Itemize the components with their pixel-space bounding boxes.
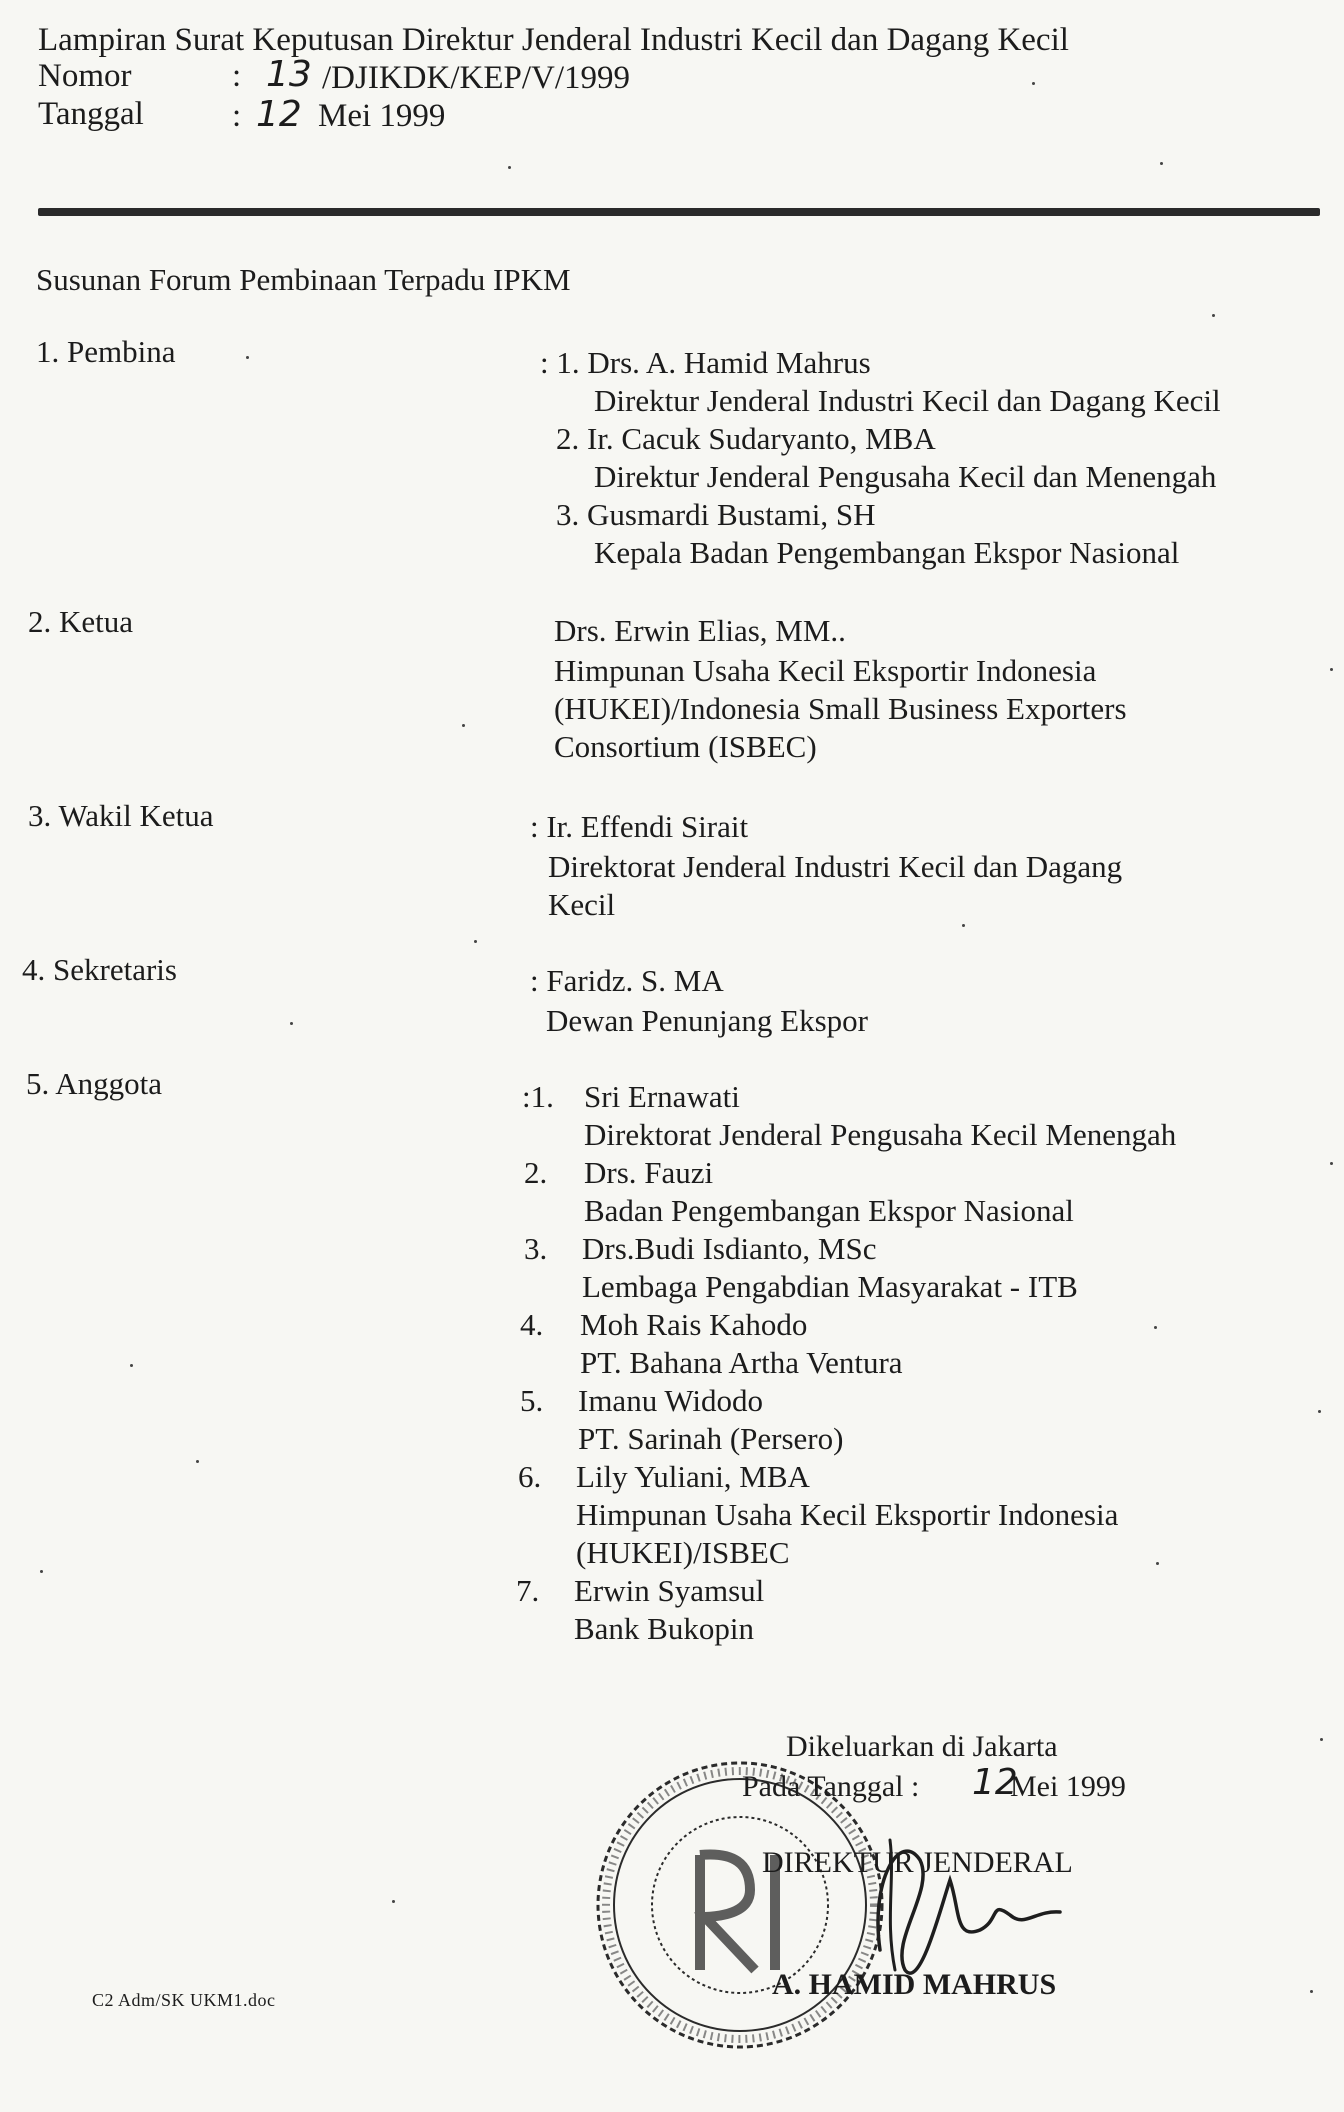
scan-speck	[1318, 1410, 1321, 1413]
ketua-line: Himpunan Usaha Kecil Eksportir Indonesia	[554, 653, 1097, 688]
anggota-line: (HUKEI)/ISBEC	[576, 1535, 790, 1570]
closing-date-handwritten: 12	[972, 1762, 1018, 1803]
scan-speck	[246, 356, 249, 359]
signature-scrawl	[860, 1820, 1080, 1990]
pembina-line: : 1. Drs. A. Hamid Mahrus	[540, 345, 871, 380]
nomor-label: Nomor	[38, 58, 132, 94]
anggota-line: Bank Bukopin	[574, 1611, 754, 1646]
nomor-handwritten: 13	[266, 54, 312, 95]
nomor-colon: :	[232, 58, 242, 94]
anggota-line: Erwin Syamsul	[574, 1573, 765, 1608]
anggota-line: Sri Ernawati	[584, 1079, 740, 1114]
wakil-ketua-line: Kecil	[548, 887, 616, 922]
scan-speck	[962, 924, 965, 927]
closing-place: Dikeluarkan di Jakarta	[786, 1730, 1058, 1763]
sekretaris-line: : Faridz. S. MA	[530, 963, 724, 998]
anggota-line: Drs.Budi Isdianto, MSc	[582, 1231, 877, 1266]
document-title: Susunan Forum Pembinaan Terpadu IPKM	[36, 262, 571, 297]
tanggal-handwritten: 12	[256, 94, 302, 135]
scan-speck	[1212, 314, 1215, 317]
scan-speck	[1330, 1162, 1333, 1165]
anggota-line: Drs. Fauzi	[584, 1155, 714, 1190]
section-label-pembina: 1. Pembina	[36, 334, 176, 369]
section-label-sekretaris: 4. Sekretaris	[22, 952, 177, 987]
tanggal-colon: :	[232, 98, 242, 134]
pembina-line: 2. Ir. Cacuk Sudaryanto, MBA	[556, 421, 936, 456]
anggota-line: Himpunan Usaha Kecil Eksportir Indonesia	[576, 1497, 1119, 1532]
scan-speck	[508, 166, 511, 169]
anggota-number: 5.	[520, 1383, 544, 1418]
anggota-number: 4.	[520, 1307, 544, 1342]
scan-speck	[1032, 82, 1035, 85]
anggota-line: Lembaga Pengabdian Masyarakat - ITB	[582, 1269, 1078, 1304]
anggota-line: Direktorat Jenderal Pengusaha Kecil Menengah	[584, 1117, 1177, 1152]
wakil-ketua-line: : Ir. Effendi Sirait	[530, 809, 749, 844]
wakil-ketua-line: Direktorat Jenderal Industri Kecil dan Dagang	[548, 849, 1123, 884]
scan-speck	[1320, 1738, 1323, 1741]
sekretaris-line: Dewan Penunjang Ekspor	[546, 1003, 868, 1038]
scan-speck	[462, 724, 465, 727]
anggota-line: PT. Sarinah (Persero)	[578, 1421, 844, 1456]
tanggal-label: Tanggal	[38, 96, 144, 132]
header-divider	[38, 208, 1320, 216]
closing-signatory: A. HAMID MAHRUS	[772, 1968, 1057, 2001]
ketua-line: (HUKEI)/Indonesia Small Business Exporters	[554, 691, 1127, 726]
pembina-line: Direktur Jenderal Industri Kecil dan Dagang Kecil	[594, 383, 1221, 418]
scan-speck	[1156, 1562, 1159, 1565]
lampiran-line: Lampiran Surat Keputusan Direktur Jenderal Industri Kecil dan Dagang Kecil	[38, 22, 1069, 58]
anggota-number: 6.	[518, 1459, 542, 1494]
scan-speck	[196, 1460, 199, 1463]
anggota-number: :1.	[522, 1079, 554, 1114]
section-label-wakil-ketua: 3. Wakil Ketua	[28, 798, 214, 833]
scan-speck	[1154, 1326, 1157, 1329]
ketua-line: Drs. Erwin Elias, MM..	[554, 613, 846, 648]
closing-date-prefix: Pada Tanggal :	[742, 1770, 920, 1803]
anggota-line: Badan Pengembangan Ekspor Nasional	[584, 1193, 1074, 1228]
section-label-ketua: 2. Ketua	[28, 604, 134, 639]
anggota-number: 3.	[524, 1231, 548, 1266]
pembina-line: Direktur Jenderal Pengusaha Kecil dan Menengah	[594, 459, 1217, 494]
file-reference: C2 Adm/SK UKM1.doc	[92, 1990, 276, 2010]
pembina-line: Kepala Badan Pengembangan Ekspor Nasional	[594, 535, 1180, 570]
scan-speck	[1330, 668, 1333, 671]
scan-speck	[392, 1900, 395, 1903]
scan-speck	[474, 940, 477, 943]
section-label-anggota: 5. Anggota	[26, 1066, 163, 1101]
tanggal-value: Mei 1999	[318, 98, 446, 134]
closing-date-suffix: Mei 1999	[1010, 1770, 1126, 1803]
scan-speck	[1310, 1990, 1313, 1993]
anggota-line: PT. Bahana Artha Ventura	[580, 1345, 903, 1380]
pembina-line: 3. Gusmardi Bustami, SH	[556, 497, 876, 532]
scan-speck	[130, 1364, 133, 1367]
anggota-line: Moh Rais Kahodo	[580, 1307, 808, 1342]
scan-speck	[290, 1022, 293, 1025]
anggota-line: Lily Yuliani, MBA	[576, 1459, 810, 1494]
ketua-line: Consortium (ISBEC)	[554, 729, 817, 764]
scan-speck	[40, 1570, 43, 1573]
scan-speck	[1160, 162, 1163, 165]
nomor-value: /DJIKDK/KEP/V/1999	[322, 60, 631, 96]
anggota-line: Imanu Widodo	[578, 1383, 764, 1418]
closing-position: DIREKTUR JENDERAL	[762, 1846, 1073, 1879]
anggota-number: 7.	[516, 1573, 540, 1608]
anggota-number: 2.	[524, 1155, 548, 1190]
